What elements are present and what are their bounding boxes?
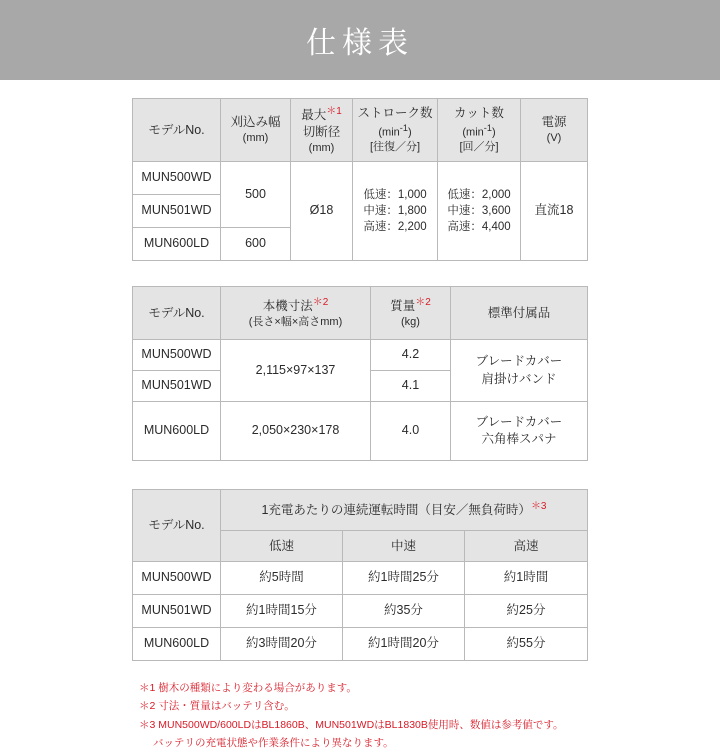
cell-mass: 4.1 <box>371 371 451 402</box>
th-model: モデルNo. <box>132 490 220 562</box>
table-header-row <box>133 287 588 340</box>
table-header-row <box>133 99 588 162</box>
cell-model: MUN500WD <box>133 340 221 371</box>
cell-model: MUN600LD <box>132 628 220 661</box>
cell-dimensions: 2,050×230×178 <box>221 402 371 461</box>
cell-runtime-mid: 約1時間25分 <box>342 562 464 595</box>
cell-mass: 4.0 <box>371 402 451 461</box>
cell-mass: 4.2 <box>371 340 451 371</box>
cell-cutting-width: 600 <box>221 228 291 261</box>
cell-model: MUN500WD <box>133 162 221 195</box>
spec-table-1-wrapper <box>0 98 720 261</box>
cell-runtime-mid: 約35分 <box>342 595 464 628</box>
cell-model: MUN500WD <box>132 562 220 595</box>
cell-model: MUN501WD <box>133 371 221 402</box>
spec-table-1 <box>132 98 588 261</box>
th-standard-accessories: 標準付属品 <box>451 287 588 340</box>
table-row <box>133 340 588 371</box>
cell-runtime-high: 約25分 <box>464 595 587 628</box>
th-cutting-width: 刈込み幅 (mm) <box>221 99 291 162</box>
cell-dimensions: 2,115×97×137 <box>221 340 371 402</box>
footnote-1: ＊1 樹木の種類により変わる場合があります。 <box>139 682 357 694</box>
th-cut-rate: カット数 $(\min^{-1})$ [回／分] <box>438 99 521 162</box>
cell-model: MUN600LD <box>133 402 221 461</box>
cell-runtime-high: 約1時間 <box>464 562 587 595</box>
th-dimensions: 本機寸法$^{*2}$ (長さ×幅×高さmm) <box>221 287 371 340</box>
cell-cutting-width: 500 <box>221 162 291 228</box>
page-header-banner <box>0 0 720 80</box>
th-model: モデルNo. <box>133 287 221 340</box>
table-header-row <box>132 490 587 531</box>
footnote-3-continued: バッテリの充電状態や作業条件により異なります。 <box>153 737 394 750</box>
table-row <box>132 562 587 595</box>
cell-cut-rate: 低速：2,000 中速：3,600 高速：4,400 <box>438 162 521 261</box>
th-model: モデルNo. <box>133 99 221 162</box>
cell-accessories: ブレードカバー 肩掛けバンド <box>451 340 588 402</box>
cell-stroke-rate: 低速：1,000 中速：1,800 高速：2,200 <box>353 162 438 261</box>
th-mass: 質量$^{*2}$ (kg) <box>371 287 451 340</box>
cell-model: MUN501WD <box>132 595 220 628</box>
cell-runtime-mid: 約1時間20分 <box>342 628 464 661</box>
cell-runtime-low: 約1時間15分 <box>220 595 342 628</box>
th-power-source: 電源 (V) <box>521 99 588 162</box>
cell-accessories: ブレードカバー 六角棒スパナ <box>451 402 588 461</box>
table-row <box>133 162 588 195</box>
th-stroke-rate: ストローク数 $(\min^{-1})$ [往復／分] <box>353 99 438 162</box>
cell-model: MUN501WD <box>133 195 221 228</box>
table-row <box>132 595 587 628</box>
spec-table-3-wrapper <box>0 489 720 661</box>
cell-runtime-low: 約3時間20分 <box>220 628 342 661</box>
spec-table-2 <box>132 286 588 461</box>
page-title: 仕様表 <box>306 27 414 60</box>
th-speed-low: 低速 <box>220 531 342 562</box>
spec-table-2-wrapper <box>0 286 720 461</box>
cell-power-source: 直流18 <box>521 162 588 261</box>
table-row <box>133 402 588 461</box>
footnote-2: ＊2 寸法・質量はバッテリ含む。 <box>139 700 295 713</box>
th-speed-mid: 中速 <box>342 531 464 562</box>
cell-max-diameter: Ø18 <box>291 162 353 261</box>
spec-table-3 <box>132 489 588 661</box>
th-max-cut-diameter: 最大$^{*1}$ 切断径 (mm) <box>291 99 353 162</box>
table-row <box>132 628 587 661</box>
cell-model: MUN600LD <box>133 228 221 261</box>
footnotes <box>0 679 720 753</box>
th-runtime-title: 1充電あたりの連続運転時間（目安／無負荷時）$^{*3}$ <box>220 490 587 531</box>
footnote-3: ＊3 MUN500WD/600LDはBL1860B、MUN501WDはBL1830B使用時、数値は参考値です。 <box>139 718 564 731</box>
cell-runtime-high: 約55分 <box>464 628 587 661</box>
th-speed-high: 高速 <box>464 531 587 562</box>
cell-runtime-low: 約5時間 <box>220 562 342 595</box>
